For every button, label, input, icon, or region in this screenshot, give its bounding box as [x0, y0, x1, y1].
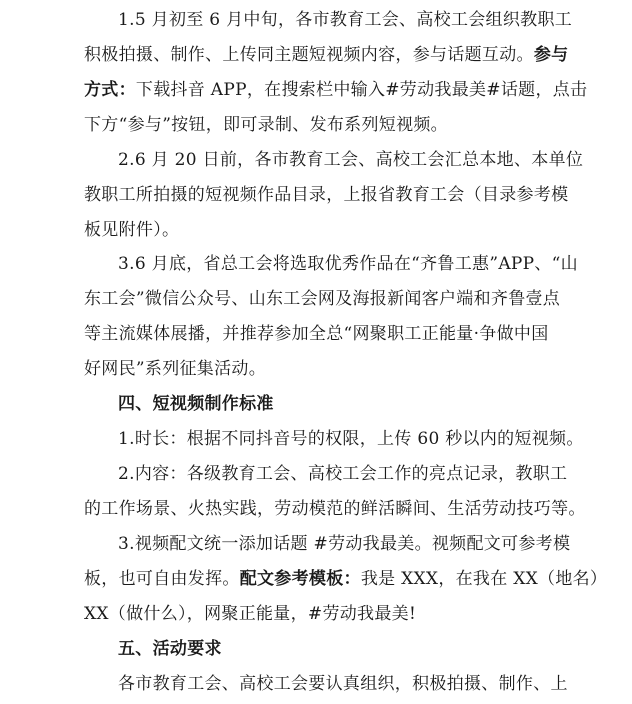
bold-label: 参与 [533, 45, 569, 65]
paragraph-line: 教职工所拍摄的短视频作品目录，上报省教育工会（目录参考模 [84, 185, 569, 205]
paragraph-line: 好网民”系列征集活动。 [84, 359, 266, 379]
paragraph-line: 积极拍摄、制作、上传同主题短视频内容，参与话题互动。参与 [84, 45, 569, 65]
paragraph-line: 方式：下载抖音 APP，在搜索栏中输入#劳动我最美#话题，点击 [84, 80, 588, 100]
paragraph-line: 1.时长：根据不同抖音号的权限，上传 60 秒以内的短视频。 [118, 429, 584, 449]
paragraph-line: 3.6 月底，省总工会将选取优秀作品在“齐鲁工惠”APP、“山 [118, 254, 578, 274]
paragraph-line: 3.视频配文统一添加话题 #劳动我最美。视频配文可参考模 [118, 534, 571, 554]
paragraph-line: 板见附件）。 [84, 220, 180, 240]
paragraph-line: XX（做什么），网聚正能量，#劳动我最美! [84, 604, 417, 624]
paragraph-line: 各市教育工会、高校工会要认真组织，积极拍摄、制作、上 [118, 674, 568, 694]
paragraph-line: 等主流媒体展播，并推荐参加全总“网聚职工正能量·争做中国 [84, 324, 549, 344]
section-heading: 四、短视频制作标准 [118, 394, 274, 414]
bold-label: 方式： [84, 80, 136, 100]
paragraph-line: 东工会”微信公众号、山东工会网及海报新闻客户端和齐鲁壹点 [84, 289, 561, 309]
paragraph-line: 的工作场景、火热实践，劳动模范的鲜活瞬间、生活劳动技巧等。 [84, 499, 586, 519]
section-heading: 五、活动要求 [118, 639, 222, 659]
paragraph-line: 板，也可自由发挥。配文参考模板：我是 XXX，在我在 XX（地名） [84, 569, 608, 589]
paragraph-line: 2.内容：各级教育工会、高校工会工作的亮点记录，教职工 [118, 464, 568, 484]
paragraph-line: 下方“参与”按钮，即可录制、发布系列短视频。 [84, 115, 448, 135]
paragraph-line: 2.6 月 20 日前，各市教育工会、高校工会汇总本地、本单位 [118, 150, 584, 170]
bold-label: 配文参考模板： [239, 569, 361, 589]
paragraph-line: 1.5 月初至 6 月中旬，各市教育工会、高校工会组织教职工 [118, 10, 573, 30]
